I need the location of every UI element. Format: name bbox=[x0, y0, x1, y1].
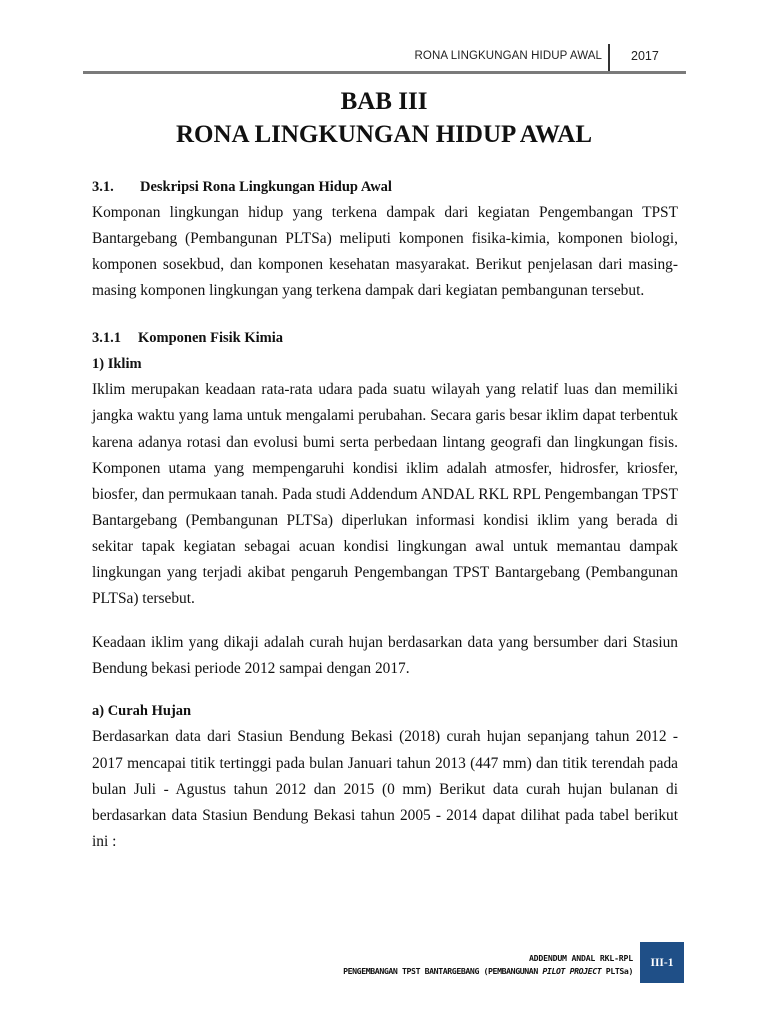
footer-document-title: ADDENDUM ANDAL RKL-RPL bbox=[528, 953, 633, 963]
section-heading-3-1-1 bbox=[92, 325, 678, 351]
page-number-badge bbox=[640, 942, 684, 983]
spacer bbox=[92, 682, 678, 698]
header-year: 2017 bbox=[631, 49, 659, 63]
section-heading-3-1 bbox=[92, 174, 678, 200]
chapter-title: RONA LINGKUNGAN HIDUP AWAL bbox=[175, 121, 593, 148]
footer-project-prefix: PENGEMBANGAN TPST BANTARGEBANG (PEMBANGUNAN bbox=[343, 966, 543, 976]
running-header bbox=[0, 44, 768, 74]
section-3-1-paragraph: Komponan lingkungan hidup yang terkena dampak dari kegiatan Pengembangan TPST Bantargebang (Pembangunan PLTSa) meliputi komponen fisika-kimia, komponen biologi, komponen sosekbud, dan komponen kesehatan masyarakat. Berikut penjelasan dari masing-masing komponen lingkungan yang terkena dampak dari kegiatan pembangunan tersebut. bbox=[92, 204, 678, 300]
page-number: III-1 bbox=[650, 956, 674, 969]
document-body bbox=[92, 174, 678, 855]
section-title: Deskripsi Rona Lingkungan Hidup Awal bbox=[140, 179, 392, 195]
header-divider bbox=[608, 44, 610, 74]
curah-hujan-paragraph: Berdasarkan data dari Stasiun Bendung Bekasi (2018) curah hujan sepanjang tahun 2012 - 2017 mencapai titik tertinggi pada bulan Januari tahun 2013 (447 mm) dan titik terendah pada bulan Juli - Agustus tahun 2012 dan 2015 (0 mm) Berikut data curah hujan bulanan di berdasarkan data Stasiun Bendung Bekasi tahun 2005 - 2014 dapat dilihat pada tabel berikut ini : bbox=[92, 728, 678, 850]
subheading-curah-hujan: a) Curah Hujan bbox=[92, 703, 192, 720]
header-title: RONA LINGKUNGAN HIDUP AWAL bbox=[414, 50, 602, 62]
spacer bbox=[92, 612, 678, 630]
iklim-paragraph-2: Keadaan iklim yang dikaji adalah curah hujan berdasarkan data yang bersumber dari Stasiun Bendung bekasi periode 2012 sampai dengan 2017. bbox=[92, 634, 678, 678]
chapter-number: BAB III bbox=[340, 88, 428, 115]
iklim-paragraph-1: Iklim merupakan keadaan rata-rata udara pada suatu wilayah yang relatif luas dan memiliki jangka waktu yang lama untuk mengalami perubahan. Secara garis besar iklim dapat terbentuk karena adanya rotasi dan evolusi bumi serta perbedaan lintang geografi dan lingkungan fisis. Komponen utama yang mempengaruhi kondisi iklim adalah atmosfer, hidrosfer, kriosfer, biosfer, dan permukaan tanah. Pada studi Addendum ANDAL RKL RPL Pengembangan TPST Bantargebang (Pembangunan PLTSa) diperlukan informasi kondisi iklim yang berada di sekitar tapak kegiatan sebagai acuan kondisi lingkungan awal untuk memantau dampak lingkungan yang terjadi akibat pengaruh Pengembangan TPST Bantargebang (Pembangunan PLTSa) tersebut. bbox=[92, 381, 678, 608]
section-title: Komponen Fisik Kimia bbox=[138, 330, 284, 347]
section-number: 3.1.1 bbox=[92, 330, 121, 347]
section-number: 3.1. bbox=[92, 179, 114, 195]
footer-project-suffix: PLTSa) bbox=[601, 966, 633, 976]
spacer bbox=[92, 304, 678, 325]
footer-project-italic: PILOT PROJECT bbox=[542, 966, 602, 976]
footer-project-title bbox=[343, 966, 633, 976]
subheading-iklim: 1) Iklim bbox=[92, 356, 142, 373]
header-rule bbox=[83, 71, 686, 74]
